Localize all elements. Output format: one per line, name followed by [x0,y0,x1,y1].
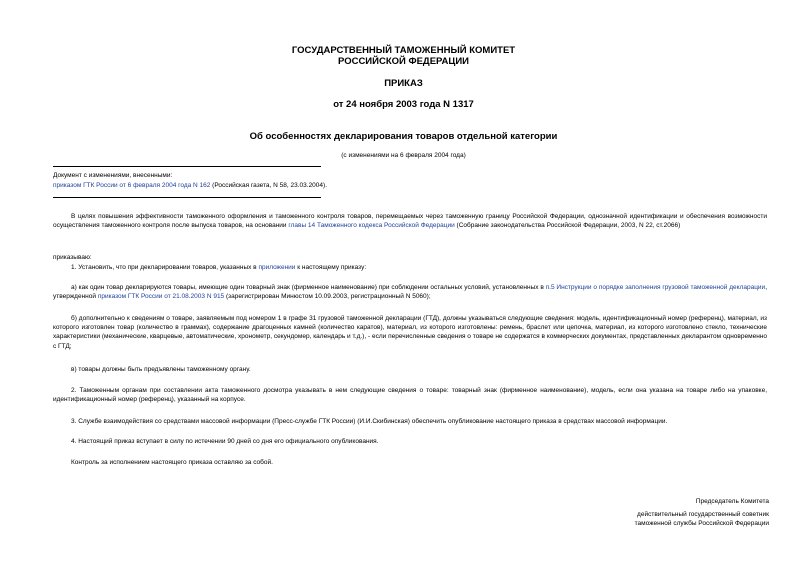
note-rule-top [53,166,321,167]
changes-note-source: (Российская газета, N 58, 23.03.2004). [210,182,328,189]
item-1-text-b: к настоящему приказу: [295,264,367,271]
order-word: приказываю: [53,254,92,261]
note-rule-bottom [53,197,321,198]
instruction-link[interactable]: п.5 Инструкции о порядке заполнения грузовой таможенной декларации [545,284,766,291]
item-a-text-3: (зарегистрирован Минюстом 10.09.2003, регистрационный N 5060); [224,293,431,301]
signature-line1: Председатель Комитета [695,498,769,505]
preamble-paragraph [53,212,767,230]
item-a-text-2: , утвержденной [53,284,768,301]
signature-block [635,497,769,529]
signature-line2: действительный государственный советник [637,510,769,518]
item-b: б) дополнительно к сведениям о товаре, заявляемым под номером 1 в графе 31 грузовой таможенной декларации (ГТД), должны указываться следующие сведения: модель, идентификационный номер (референц), материал, из которого изготовлен товар (количество в граммах), содержание драгоценных камней (количество каратов), материал, из которого изготовлены: ремень, браслет или цепочка, материал, из которого изготовлено стекло, технические характеристики (механические, кварцевые, автоматические, хронометр, секундомер, календарь и т.д.), - если перечисленные сведения о товаре не содержатся в коммерческих документах, представленных декларантом одновременно с ГТД; [53,315,767,350]
item-2: 2. Таможенным органам при составлении акта таможенного досмотра указывать в нем следующие сведения о товаре: товарный знак (фирменное наименование), модель, если она указана на товаре либо на упаковке, идентификационный номер (референц), указанный на корпусе. [53,387,767,404]
item-4: 4. Настоящий приказ вступает в силу по истечении 90 дней со дня его официального опубликования. [71,438,379,445]
item-a [53,283,767,301]
order-915-link[interactable]: приказом ГТК России от 21.08.2003 N 915 [97,293,225,301]
item-3: 3. Службе взаимодействия со средствами массовой информации (Пресс-службе ГТК России) (И.И.Скибинская) обеспечить опубликование настоящего приказа в средствах массовой информации. [71,418,668,425]
signature-line3: таможенной службы Российской Федерации [634,520,769,527]
org-name-line1: ГОСУДАРСТВЕННЫЙ ТАМОЖЕННЫЙ КОМИТЕТ [291,45,516,56]
changes-note [53,171,353,191]
item-1-text-a: 1. Установить, что при декларировании товаров, указанных в [71,264,259,271]
doc-date: от 24 ноября 2003 года N 1317 [333,99,474,110]
amendments-note: (с изменениями на 6 февраля 2004 года) [341,152,466,159]
doc-type: ПРИКАЗ [384,78,423,89]
changes-note-entry [53,181,353,191]
control-clause: Контроль за исполнением настоящего приказа оставляю за собой. [71,459,273,466]
appendix-link[interactable]: приложении [258,264,296,271]
preamble-text-2: (Собрание законодательства Российской Федерации, 2003, N 22, ст.2066) [454,222,681,230]
customs-code-link[interactable]: главы 14 Таможенного кодекса Российской Федерации [288,222,455,230]
item-1 [53,263,767,272]
preamble-text-1: В целях повышения эффективности таможенного оформления и таможенного контроля товаров, перемещаемых через таможенную границу Российской Федерации, однозначной идентификации и обеспечения возможности осуществления таможенного контроля после выпуска товаров, на основании [53,213,767,230]
item-v: в) товары должны быть предъявлены таможенному органу. [71,366,251,373]
changes-note-label: Документ с изменениями, внесенными: [53,172,173,179]
changes-note-link[interactable]: приказом ГТК России от 6 февраля 2004 года N 162 [53,182,211,189]
org-name-line2: РОССИЙСКОЙ ФЕДЕРАЦИИ [337,56,469,67]
doc-title: Об особенностях декларирования товаров отдельной категории [249,131,558,142]
item-a-text-1: а) как один товар декларируются товары, имеющие один товарный знак (фирменное наименование) при соблюдении остальных условий, установленных в [71,284,546,291]
